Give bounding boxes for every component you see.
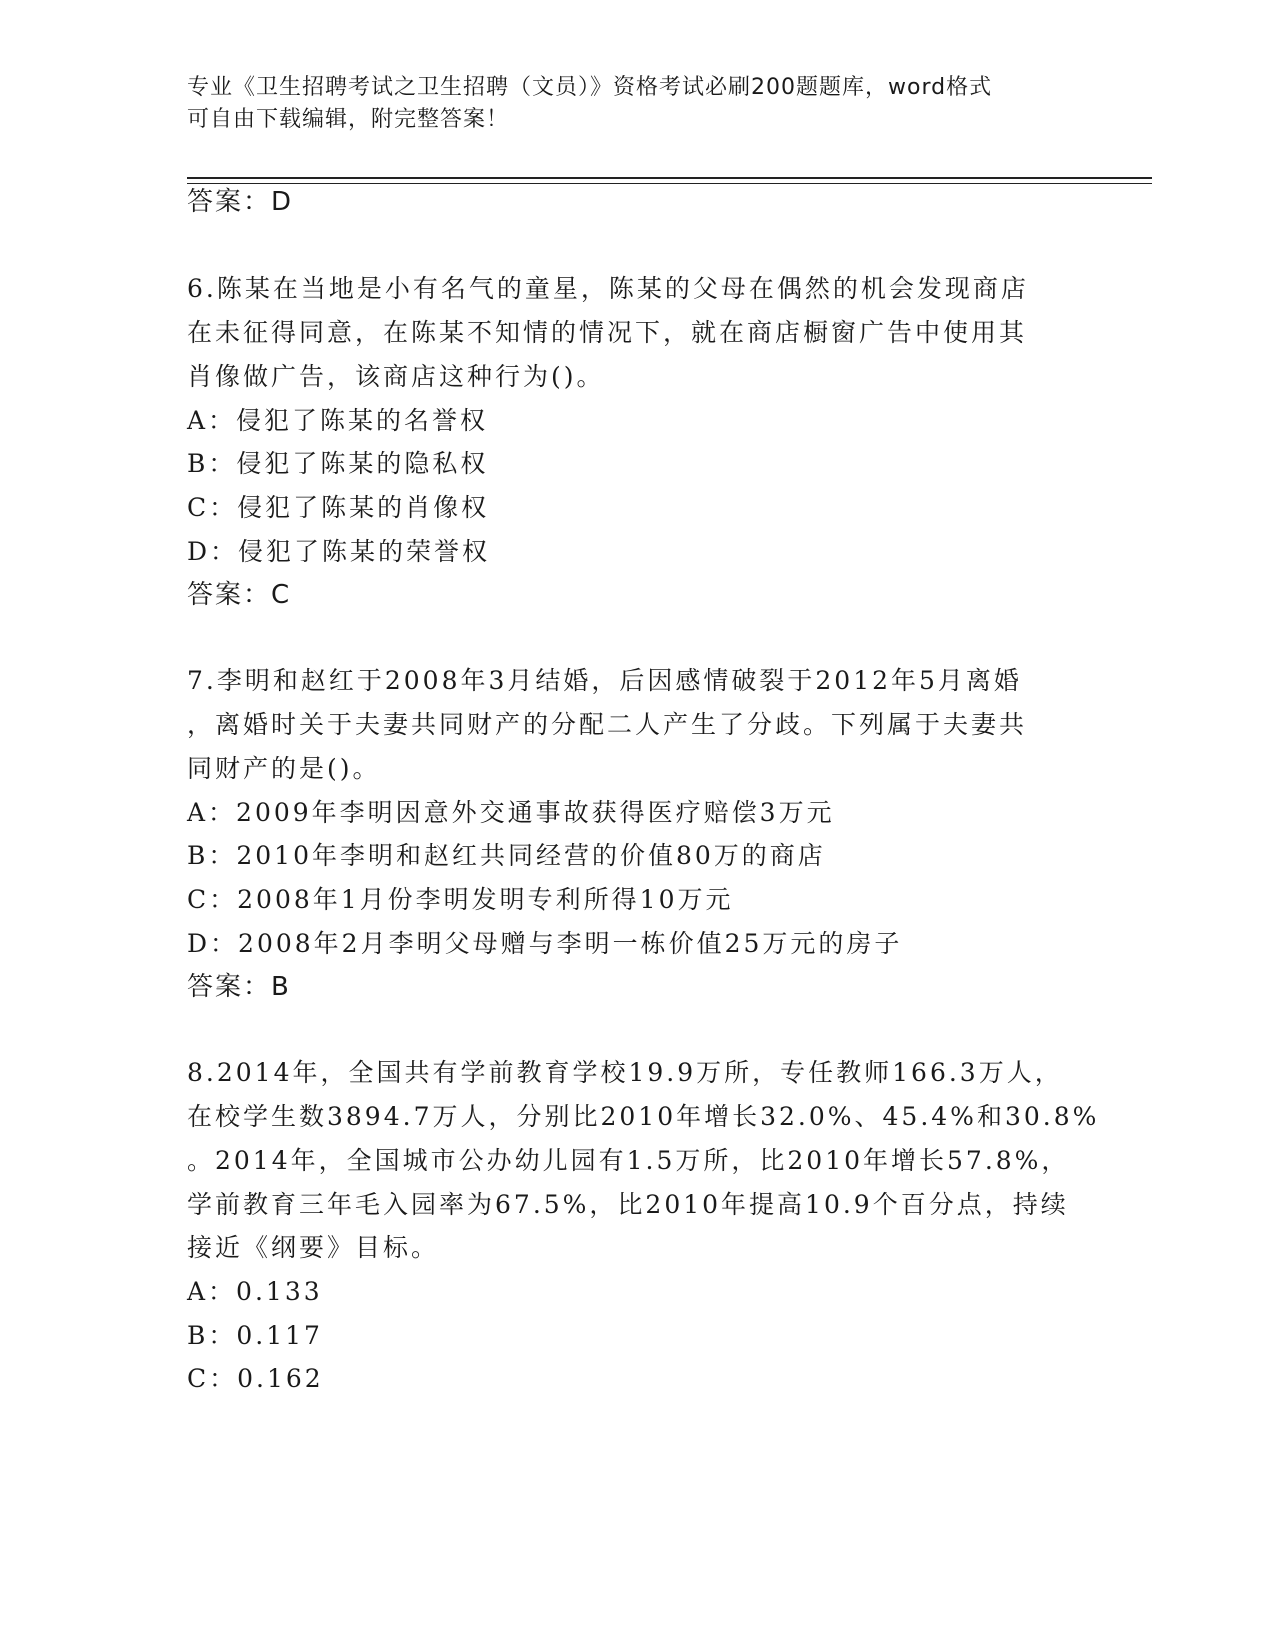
question-6-option-b: B：侵犯了陈某的隐私权 — [187, 449, 489, 478]
question-7-line-1: 7.李明和赵红于2008年3月结婚，后因感情破裂于2012年5月离婚 — [187, 666, 1022, 695]
question-6-option-a: A：侵犯了陈某的名誉权 — [187, 406, 489, 435]
question-8-line-2: 在校学生数3894.7万人，分别比2010年增长32.0%、45.4%和30.8% — [187, 1102, 1100, 1131]
question-6-option-c: C：侵犯了陈某的肖像权 — [187, 493, 490, 522]
header-rule-thick — [187, 177, 1152, 179]
question-7-option-a: A：2009年李明因意外交通事故获得医疗赔偿3万元 — [187, 798, 835, 827]
question-6-option-d: D：侵犯了陈某的荣誉权 — [187, 537, 491, 566]
question-8-option-a: A：0.133 — [187, 1277, 323, 1306]
question-8-line-5: 接近《纲要》目标。 — [187, 1233, 440, 1262]
question-6-line-1: 6.陈某在当地是小有名气的童星，陈某的父母在偶然的机会发现商店 — [187, 274, 1029, 303]
header-rule-thin — [187, 183, 1152, 184]
question-6-line-3: 肖像做广告，该商店这种行为()。 — [187, 362, 605, 391]
header-line-1: 专业《卫生招聘考试之卫生招聘（文员）》资格考试必刷200题题库，word格式 — [187, 75, 993, 100]
question-6-answer: 答案：C — [187, 580, 292, 610]
question-6-line-2: 在未征得同意，在陈某不知情的情况下，就在商店橱窗广告中使用其 — [187, 318, 1028, 347]
header-line-2: 可自由下载编辑，附完整答案！ — [187, 107, 510, 132]
header-text — [187, 72, 1067, 136]
question-7-line-2: ，离婚时关于夫妻共同财产的分配二人产生了分歧。下列属于夫妻共 — [187, 710, 1028, 739]
question-7-option-b: B：2010年李明和赵红共同经营的价值80万的商店 — [187, 841, 826, 870]
question-7-option-d: D：2008年2月李明父母赠与李明一栋价值25万元的房子 — [187, 929, 903, 958]
question-7-option-c: C：2008年1月份李明发明专利所得10万元 — [187, 885, 734, 914]
question-8-line-3: 。2014年，全国城市公办幼儿园有1.5万所，比2010年增长57.8%， — [187, 1146, 1070, 1175]
question-8-option-c: C：0.162 — [187, 1364, 324, 1393]
question-8-line-4: 学前教育三年毛入园率为67.5%，比2010年提高10.9个百分点，持续 — [187, 1190, 1069, 1219]
answer-q5: 答案：D — [187, 187, 294, 217]
question-8-option-b: B：0.117 — [187, 1321, 323, 1350]
question-7-answer: 答案：B — [187, 972, 291, 1002]
question-7-line-3: 同财产的是()。 — [187, 754, 381, 783]
question-8-line-1: 8.2014年，全国共有学前教育学校19.9万所，专任教师166.3万人， — [187, 1058, 1063, 1087]
